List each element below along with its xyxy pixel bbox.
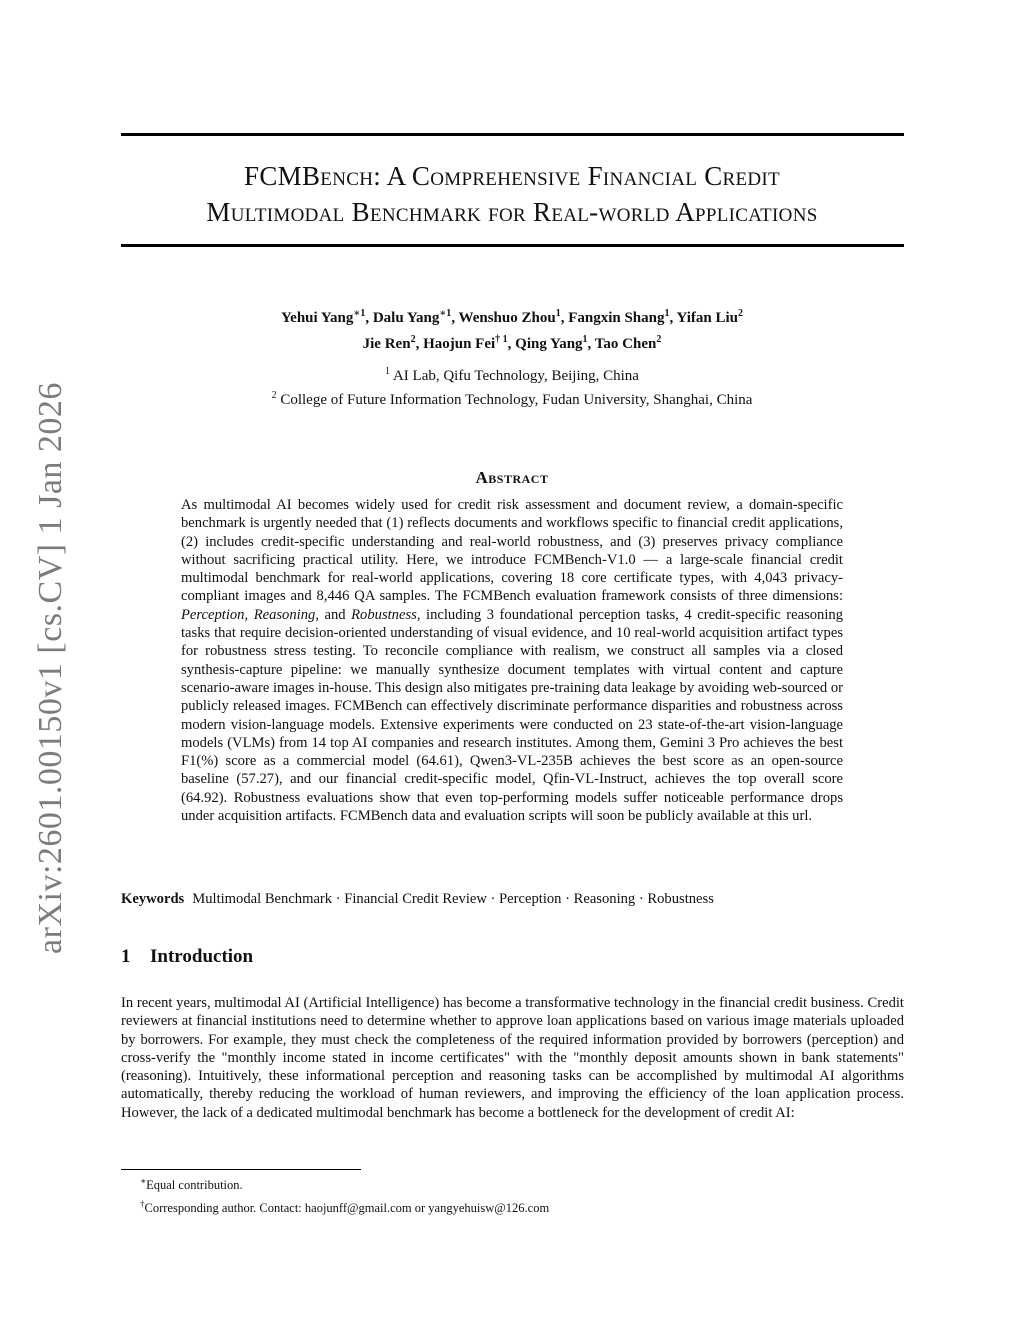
author-name: Wenshuo Zhou — [458, 310, 556, 326]
abstract-text: , — [244, 606, 254, 623]
footnote-mark: † — [140, 1199, 145, 1210]
author-list — [100, 303, 924, 355]
author-name: Haojun Fei — [423, 336, 496, 352]
affiliation-mark: 1 — [385, 366, 391, 377]
section-number: 1 — [121, 946, 131, 967]
intro-paragraph: In recent years, multimodal AI (Artificial Intelligence) has become a transformative technology in the financial credit business. Credit reviewers at financial institutions need to determine whether to approve loan applications based on various image materials uploaded by borrowers. For example, they must check the completeness of the required information provided by borrowers (perception) and cross-verify the "monthly income stated in income certificates" with the "monthly deposit amounts shown in bank statements" (reasoning). Intuitively, these informational perception and reasoning tasks can be accomplished by multimodal AI algorithms automatically, thereby reducing the workload of human reviewers, and improving the efficiency of the loan application process. However, the lack of a dedicated multimodal benchmark has become a bottleneck for the development of credit AI: — [121, 995, 904, 1121]
paper-title — [100, 158, 924, 230]
keywords-label: Keywords — [121, 891, 185, 907]
title-line-2: Multimodal Benchmark for Real-world Applications — [206, 197, 818, 227]
author-separator: , — [415, 336, 424, 352]
author-affil-mark: 1 — [664, 308, 670, 319]
author-name: Fangxin Shang — [568, 310, 665, 326]
author-line-1 — [100, 303, 924, 329]
author-separator: , — [669, 310, 677, 326]
author-affil-mark: 2 — [737, 308, 743, 319]
footnote-mark: ∗ — [140, 1176, 147, 1186]
abstract-heading: Abstract — [475, 468, 549, 487]
author-affil-mark: 1 — [555, 308, 561, 319]
title-bottom-rule — [121, 244, 904, 247]
keywords-text: Multimodal Benchmark · Financial Credit Review · Perception · Reasoning · Robustness — [192, 891, 714, 907]
footnotes — [140, 1172, 549, 1218]
author-name: Jie Ren — [362, 336, 411, 352]
affiliation-text: AI Lab, Qifu Technology, Beijing, China — [390, 368, 639, 384]
author-separator: , — [587, 336, 595, 352]
abstract-body — [181, 496, 843, 825]
abstract-text: As multimodal AI becomes widely used for credit risk assessment and document review, a domain-specific benchmark is urgently needed that (1) reflects documents and workflows specific to financial credit applications, (2) includes credit-specific understanding and real-world robustness, and (3) preserves privacy compliance without sacrificing practical utility. Here, we introduce FCMBench-V1.0 — a large-scale financial credit multimodal benchmark for real-world applications, covering 18 core certificate types, with 4,043 privacy-compliant images and 8,446 QA samples. The FCMBench evaluation framework consists of three dimensions: — [181, 497, 843, 605]
author-name: Yifan Liu — [676, 310, 738, 326]
author-name: Tao Chen — [594, 336, 657, 352]
title-top-rule — [121, 133, 904, 136]
author-affil-mark: † 1 — [495, 334, 508, 345]
footnote — [140, 1172, 549, 1195]
abstract-emphasis: Perception — [181, 606, 245, 623]
author-affil-mark: 1 — [582, 334, 588, 345]
author-name: Qing Yang — [515, 336, 583, 352]
footnote-text: Corresponding author. Contact: haojunff@gmail.com or yangyehuisw@126.com — [144, 1201, 550, 1216]
abstract-emphasis: Reasoning — [253, 606, 316, 623]
footnote-rule — [121, 1169, 361, 1170]
abstract-emphasis: Robustness — [351, 606, 417, 623]
affiliation — [100, 386, 924, 410]
arxiv-identifier: arXiv:2601.00150v1 [cs.CV] 1 Jan 2026 — [32, 382, 69, 954]
abstract-text: , and — [315, 606, 352, 623]
abstract-text: , including 3 foundational perception tasks, 4 credit-specific reasoning tasks that require decision-oriented understanding of visual evidence, and 10 real-world acquisition artifact types for robustness stress testing. To reconcile compliance with realism, we construct all samples via a closed synthesis-capture pipeline: we manually synthesize document templates with virtual content and capture scenario-aware images in-house. This design also mitigates pre-training data leakage by avoiding web-sourced or publicly released images. FCMBench can effectively discriminate performance disparities and robustness across modern vision-language models. Extensive experiments were conducted on 23 state-of-the-art vision-language models (VLMs) from 14 top AI companies and research institutes. Among them, Gemini 3 Pro achieves the best F1(%) score as a commercial model (64.61), Qwen3-VL-235B achieves the best score as an open-source baseline (57.27), and our financial credit-specific model, Qfin-VL-Instruct, achieves the top overall score (64.92). Robustness evaluations show that even top-performing models suffer noticeable performance drops under acquisition artifacts. FCMBench data and evaluation scripts will soon be publicly available at this url. — [181, 606, 843, 825]
author-separator: , — [365, 310, 373, 326]
affiliation-text: College of Future Information Technology, Fudan University, Shanghai, China — [276, 392, 753, 408]
author-affil-mark: 2 — [410, 334, 416, 345]
author-affil-mark: 2 — [656, 334, 662, 345]
affiliations — [100, 362, 924, 410]
section-heading — [121, 946, 253, 968]
affiliation — [100, 362, 924, 386]
author-name: Dalu Yang — [372, 310, 440, 326]
author-separator: , — [451, 310, 459, 326]
title-line-1: FCMBench: A Comprehensive Financial Credit — [244, 161, 780, 191]
keywords — [121, 890, 904, 908]
section-title: Introduction — [150, 946, 254, 967]
footnote — [140, 1195, 549, 1218]
affiliation-mark: 2 — [271, 390, 277, 401]
author-separator: , — [507, 336, 516, 352]
footnote-text: Equal contribution. — [146, 1178, 243, 1193]
author-affil-mark: ∗1 — [439, 308, 452, 319]
author-name: Yehui Yang — [281, 310, 354, 326]
author-line-2 — [100, 329, 924, 355]
author-separator: , — [560, 310, 569, 326]
author-affil-mark: ∗1 — [353, 308, 366, 319]
